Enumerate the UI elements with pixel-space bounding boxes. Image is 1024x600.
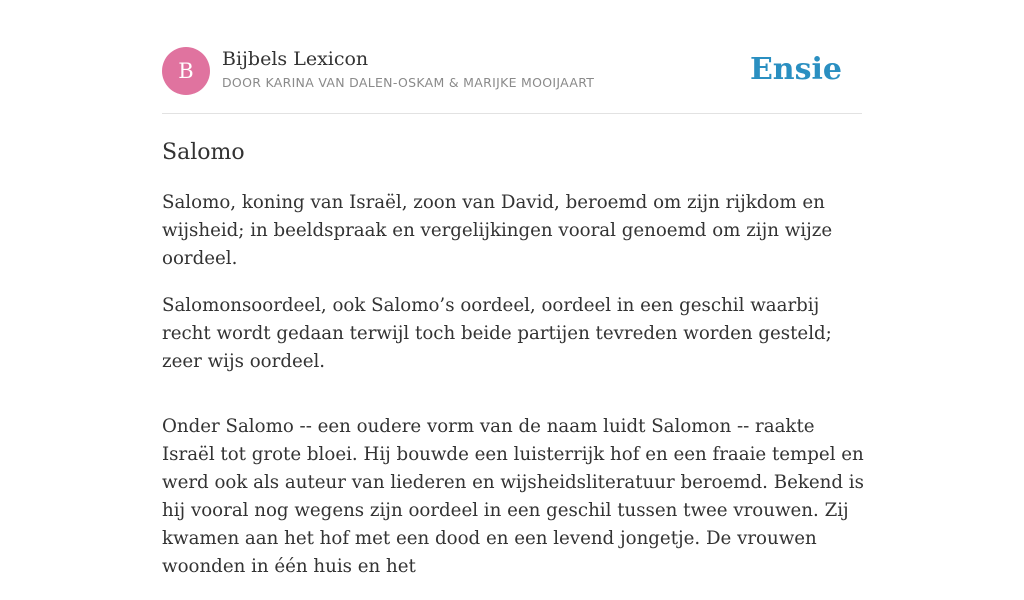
lexicon-avatar[interactable]: B	[162, 47, 210, 95]
entry-title: Salomo	[162, 140, 245, 165]
ensie-logo[interactable]: Ensie	[749, 52, 842, 87]
entry-paragraph-salomonsoordeel: Salomonsoordeel, ook Salomo’s oordeel, oordeel in een geschil waarbij recht wordt gedaan terwijl toch beide partijen tevreden worden gesteld; zeer wijs oordeel.	[162, 295, 832, 372]
lexicon-header	[162, 47, 862, 113]
entry-paragraph-definition: Salomo, koning van Israël, zoon van David, beroemd om zijn rijkdom en wijsheid; in beeldspraak en vergelijkingen vooral genoemd om zijn wijze oordeel.	[162, 192, 833, 269]
entry-content	[162, 189, 867, 600]
entry-paragraph-history: Onder Salomo -- een oudere vorm van de naam luidt Salomon -- raakte Israël tot grote bloei. Hij bouwde een luisterrijk hof en een fraaie tempel en werd ook als auteur van liederen en wijsheidsliteratuur beroemd. Bekend is hij vooral nog wegens zijn oordeel in een geschil tussen twee vrouwen. Zij kwamen aan het hof met een dood en een levend jongetje. De vrouwen woonden in één huis en het	[162, 416, 864, 577]
lexicon-title[interactable]: Bijbels Lexicon	[222, 48, 369, 70]
lexicon-authors: DOOR KARINA VAN DALEN-OSKAM & MARIJKE MOOIJAART	[222, 75, 595, 90]
header-divider	[162, 113, 862, 114]
